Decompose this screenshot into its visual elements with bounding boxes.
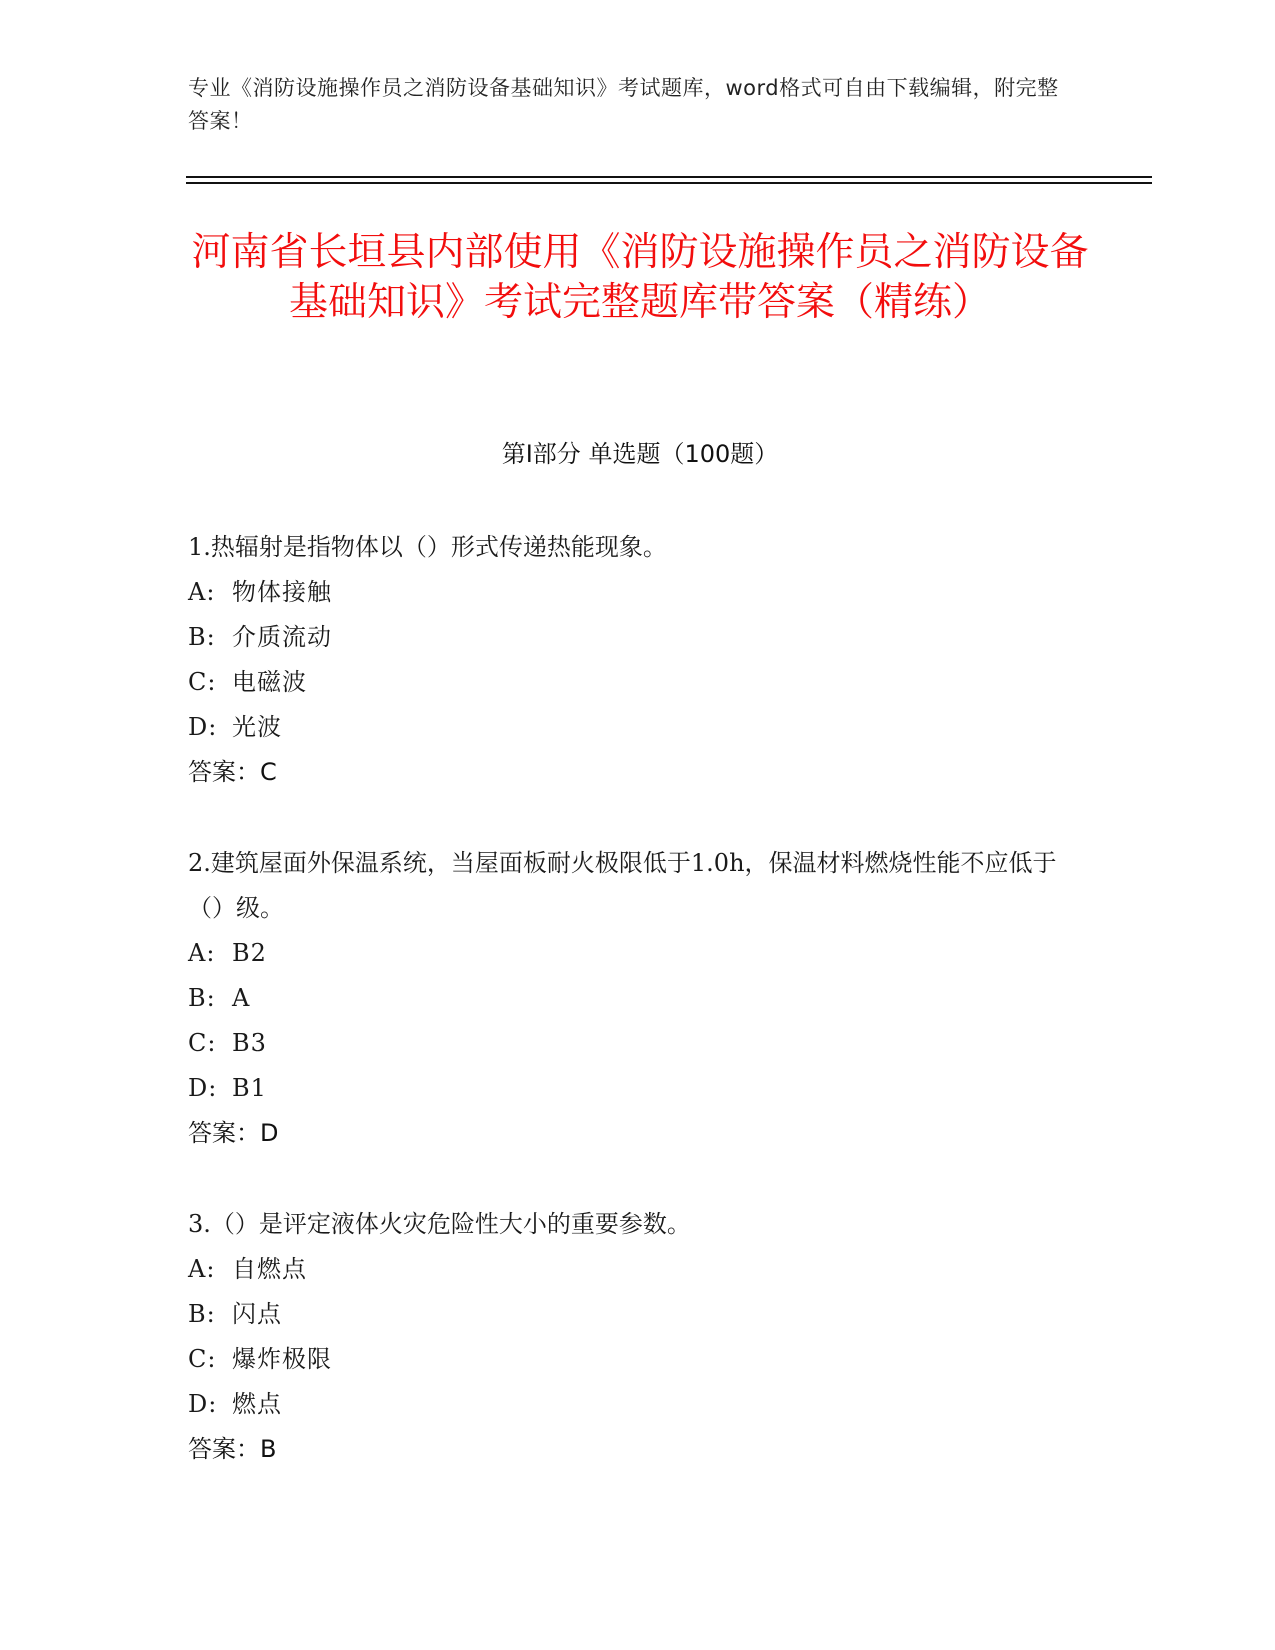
option-letter: D: xyxy=(188,1074,218,1102)
answer: 答案：D xyxy=(188,1119,279,1147)
header-divider-bottom xyxy=(186,182,1152,184)
option-letter: D: xyxy=(188,1390,218,1418)
option-text: 光波 xyxy=(232,713,282,741)
option-letter: C: xyxy=(188,1029,217,1057)
option-c xyxy=(188,1337,1068,1382)
option-d xyxy=(188,1382,1068,1427)
option-text: B2 xyxy=(232,939,267,967)
section-title: 第Ⅰ部分 单选题（100题） xyxy=(501,440,779,468)
option-text: 自燃点 xyxy=(232,1255,307,1283)
question-stem: 3.（）是评定液体火灾危险性大小的重要参数。 xyxy=(188,1210,691,1238)
option-a xyxy=(188,570,1068,615)
option-letter: C: xyxy=(188,668,217,696)
document-title: 河南省长垣县内部使用《消防设施操作员之消防设备基础知识》考试完整题库带答案（精练） xyxy=(191,230,1089,325)
header-note: 专业《消防设施操作员之消防设备基础知识》考试题库，word格式可自由下载编辑，附完整答案！ xyxy=(188,76,1059,133)
option-letter: B: xyxy=(188,623,216,651)
option-text: 燃点 xyxy=(232,1390,282,1418)
option-letter: C: xyxy=(188,1345,217,1373)
option-text: 物体接触 xyxy=(232,578,332,606)
option-c xyxy=(188,1021,1068,1066)
option-text: 闪点 xyxy=(232,1300,282,1328)
option-d xyxy=(188,1066,1068,1111)
option-text: 爆炸极限 xyxy=(232,1345,332,1373)
option-d xyxy=(188,705,1068,750)
question-3 xyxy=(188,1202,1068,1472)
option-b xyxy=(188,615,1068,660)
option-letter: B: xyxy=(188,1300,216,1328)
option-letter: A: xyxy=(188,1255,216,1283)
answer: 答案：B xyxy=(188,1435,277,1463)
option-text: B1 xyxy=(232,1074,267,1102)
option-b xyxy=(188,1292,1068,1337)
option-b xyxy=(188,976,1068,1021)
option-letter: B: xyxy=(188,984,216,1012)
question-1 xyxy=(188,525,1068,795)
option-letter: D: xyxy=(188,713,218,741)
option-letter: A: xyxy=(188,578,216,606)
question-stem: 1.热辐射是指物体以（）形式传递热能现象。 xyxy=(188,533,667,561)
option-a xyxy=(188,931,1068,976)
option-text: A xyxy=(232,984,251,1012)
question-stem: 2.建筑屋面外保温系统，当屋面板耐火极限低于1.0h，保温材料燃烧性能不应低于（）级。 xyxy=(188,849,1057,922)
option-a xyxy=(188,1247,1068,1292)
option-letter: A: xyxy=(188,939,216,967)
question-2 xyxy=(188,841,1068,1156)
option-c xyxy=(188,660,1068,705)
question-list xyxy=(188,525,1068,1518)
header-divider-top xyxy=(186,176,1152,178)
option-text: 介质流动 xyxy=(232,623,332,651)
option-text: B3 xyxy=(232,1029,267,1057)
answer: 答案：C xyxy=(188,758,277,786)
option-text: 电磁波 xyxy=(232,668,307,696)
